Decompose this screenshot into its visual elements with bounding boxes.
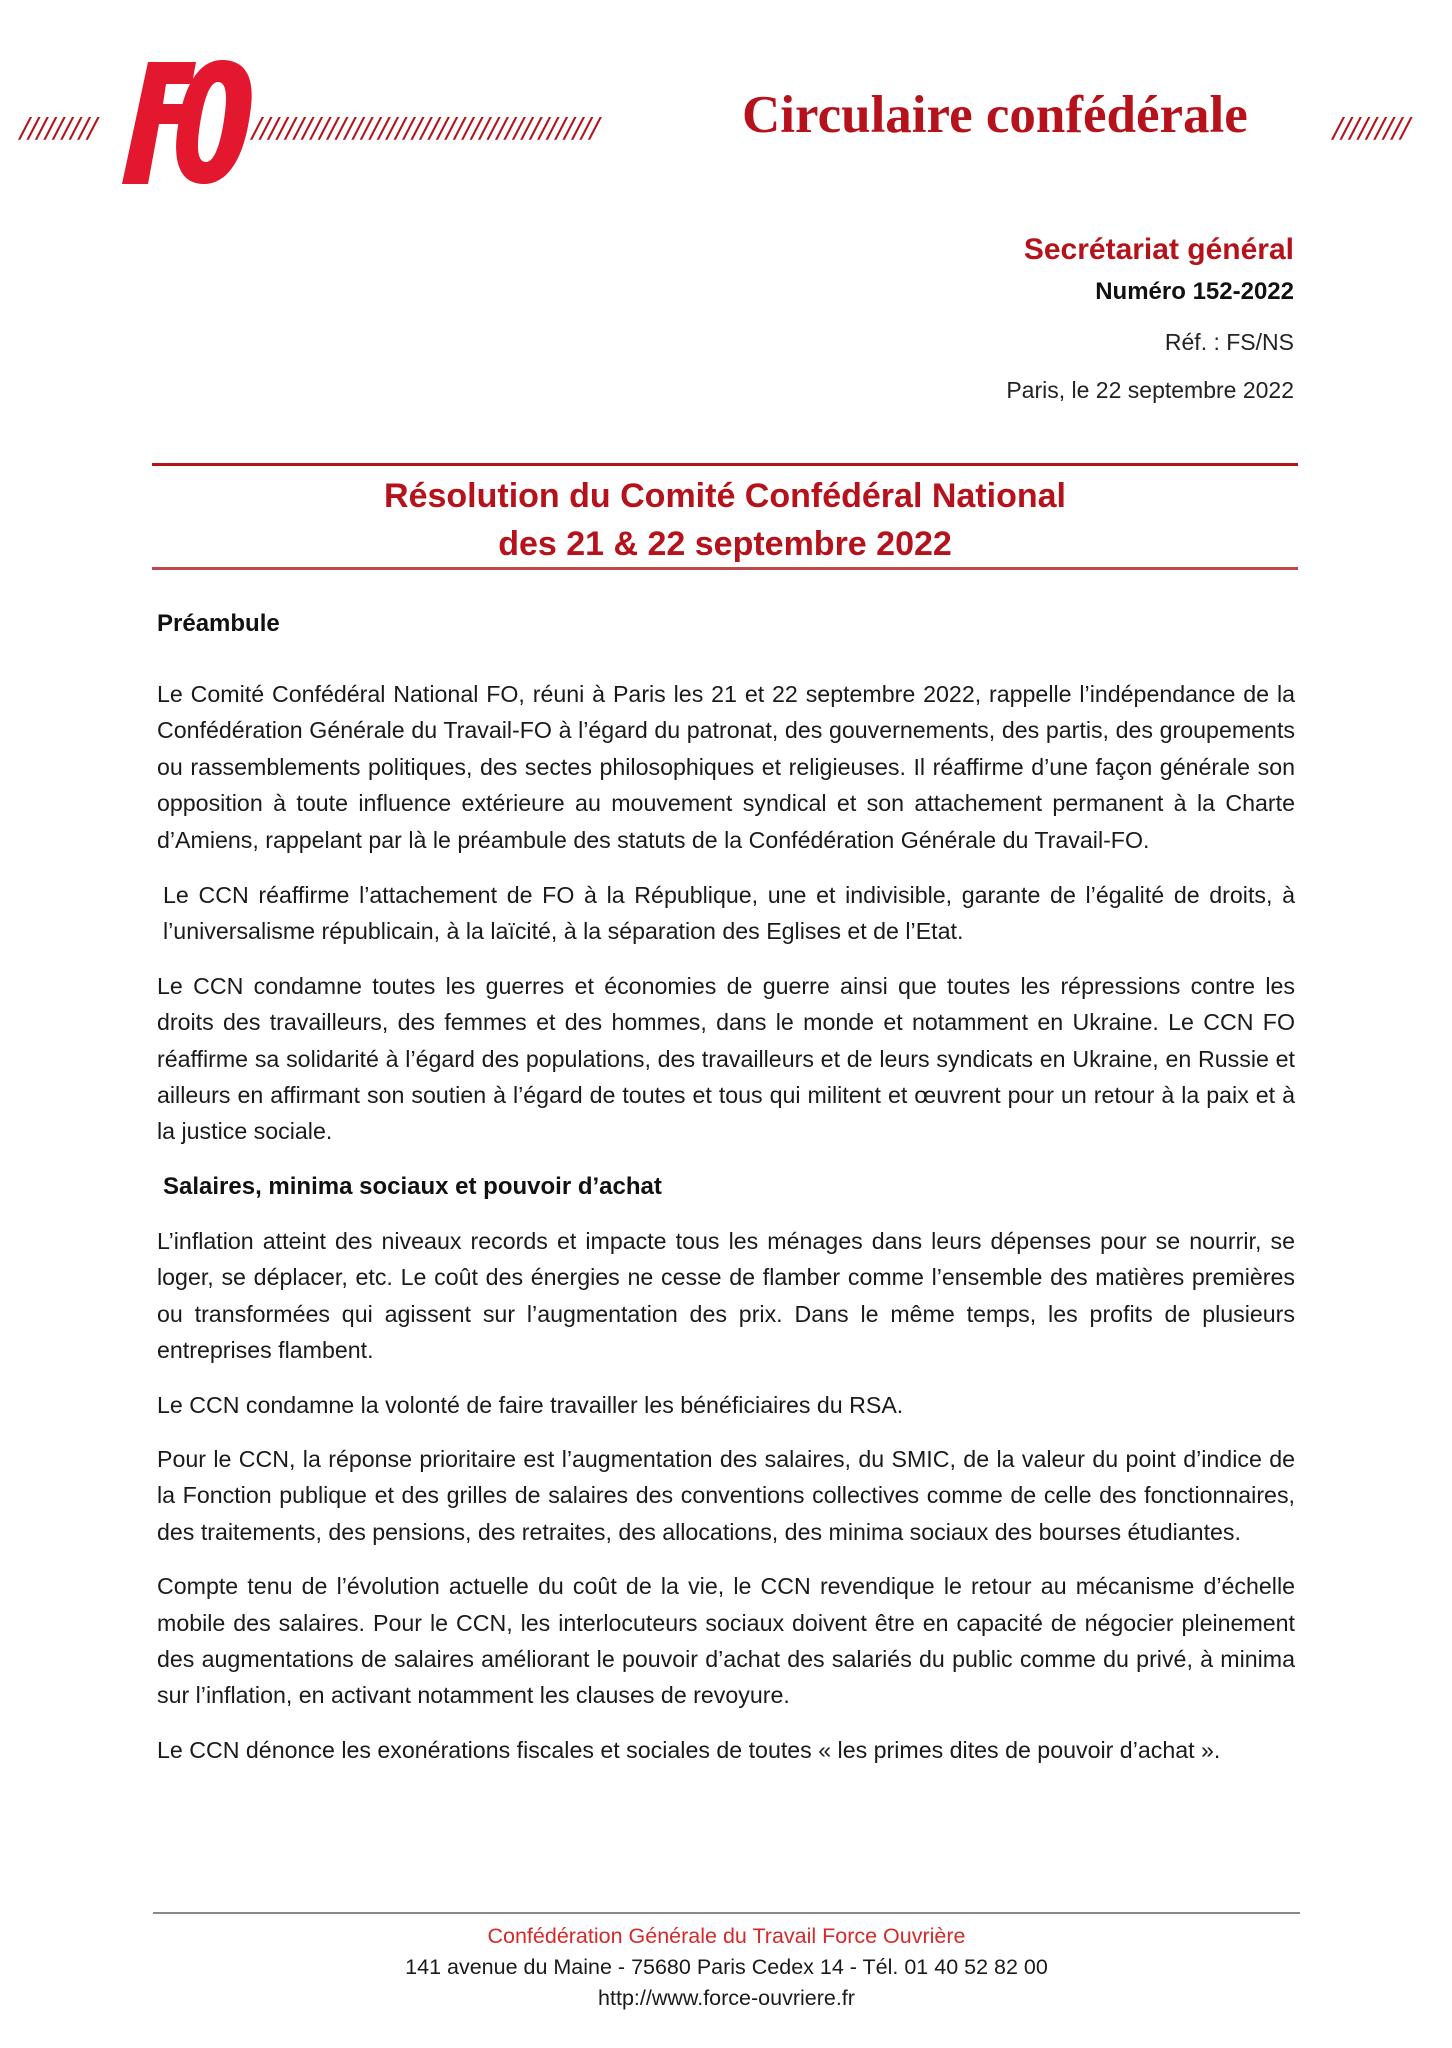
section-heading-preamble: Préambule: [157, 610, 280, 637]
paragraph: Le CCN condamne la volonté de faire travailler les bénéficiaires du RSA.: [157, 1391, 904, 1418]
title-divider-top: [152, 463, 1298, 466]
paragraph: Le CCN réaffirme l’attachement de FO à la République, une et indivisible, garante de l’égalité de droits, à l’universalisme républicain, à la laïcité, à la séparation des Eglises et de l’Etat.: [163, 882, 1295, 945]
paragraph: Le Comité Confédéral National FO, réuni à Paris les 21 et 22 septembre 2022, rappelle l’indépendance de la Confédération Générale du Travail-FO à l’égard du patronat, des gouvernements, des partis, des groupements ou rassemblements politiques, des sectes philosophiques et religieuses. Il réaffirme d’une façon générale son opposition à toute influence extérieure au mouvement syndical et son attachement permanent à la Charte d’Amiens, rappelant par là le préambule des statuts de la Confédération Générale du Travail-FO.: [157, 681, 1295, 853]
circular-number: Numéro 152-2022: [1095, 278, 1294, 305]
paragraph: L’inflation atteint des niveaux records et impacte tous les ménages dans leurs dépenses pour se nourrir, se loger, se déplacer, etc. Le coût des énergies ne cesse de flamber comme l’ensemble des matières premières ou transformées qui agissent sur l’augmentation des prix. Dans le même temps, les profits de plusieurs entreprises flambent.: [157, 1227, 1295, 1364]
title-divider-bottom: [152, 567, 1298, 570]
document-body: [157, 606, 1295, 1768]
document-title: [152, 472, 1298, 568]
place-date: Paris, le 22 septembre 2022: [1006, 377, 1294, 403]
fo-logo-icon: [118, 58, 258, 186]
footer-organization: Confédération Générale du Travail Force Ouvrière: [487, 1924, 966, 1948]
footer-divider: [153, 1912, 1300, 1914]
title-line-2: des 21 & 22 septembre 2022: [498, 525, 952, 563]
decorative-slashes-mid: /////////////////////////////////////////: [252, 110, 599, 147]
reference: Réf. : FS/NS: [1164, 329, 1294, 355]
section-heading-salaries: Salaires, minima sociaux et pouvoir d’achat: [163, 1172, 662, 1200]
footer-address: 141 avenue du Maine - 75680 Paris Cedex 14 - Tél. 01 40 52 82 00: [405, 1955, 1048, 1979]
department-label: Secrétariat général: [1023, 233, 1294, 266]
paragraph: Le CCN condamne toutes les guerres et économies de guerre ainsi que toutes les répressions contre les droits des travailleurs, des femmes et des hommes, dans le monde et notamment en Ukraine. Le CCN FO réaffirme sa solidarité à l’égard des populations, des travailleurs et de leurs syndicats en Ukraine, en Russie et ailleurs en affirmant son soutien à l’égard de toutes et tous qui militent et œuvrent pour un retour à la paix et à la justice sociale.: [157, 972, 1295, 1145]
title-line-1: Résolution du Comité Confédéral National: [384, 477, 1066, 515]
paragraph: Pour le CCN, la réponse prioritaire est l’augmentation des salaires, du SMIC, de la valeur du point d’indice de la Fonction publique et des grilles de salaires des conventions collectives comme de celle des fonctionnaires, des traitements, des pensions, des retraites, des allocations, des minima sociaux des bourses étudiantes.: [157, 1445, 1295, 1545]
paragraph: Compte tenu de l’évolution actuelle du coût de la vie, le CCN revendique le retour au mécanisme d’échelle mobile des salaires. Pour le CCN, les interlocuteurs sociaux doivent être en capacité de négocier pleinement des augmentations de salaires améliorant le pouvoir d’achat des salariés du public comme du privé, à minima sur l’inflation, en activant notamment les clauses de revoyure.: [157, 1573, 1295, 1709]
footer-website-link[interactable]: http://www.force-ouvriere.fr: [598, 1986, 855, 2010]
paragraph: Le CCN dénonce les exonérations fiscales et sociales de toutes « les primes dites de pouvoir d’achat ».: [157, 1736, 1221, 1763]
decorative-slashes-right: /////////: [1333, 110, 1410, 147]
decorative-slashes-left: /////////: [20, 110, 97, 147]
banner-title: Circulaire confédérale: [742, 86, 1248, 144]
footer: [153, 1921, 1300, 2014]
